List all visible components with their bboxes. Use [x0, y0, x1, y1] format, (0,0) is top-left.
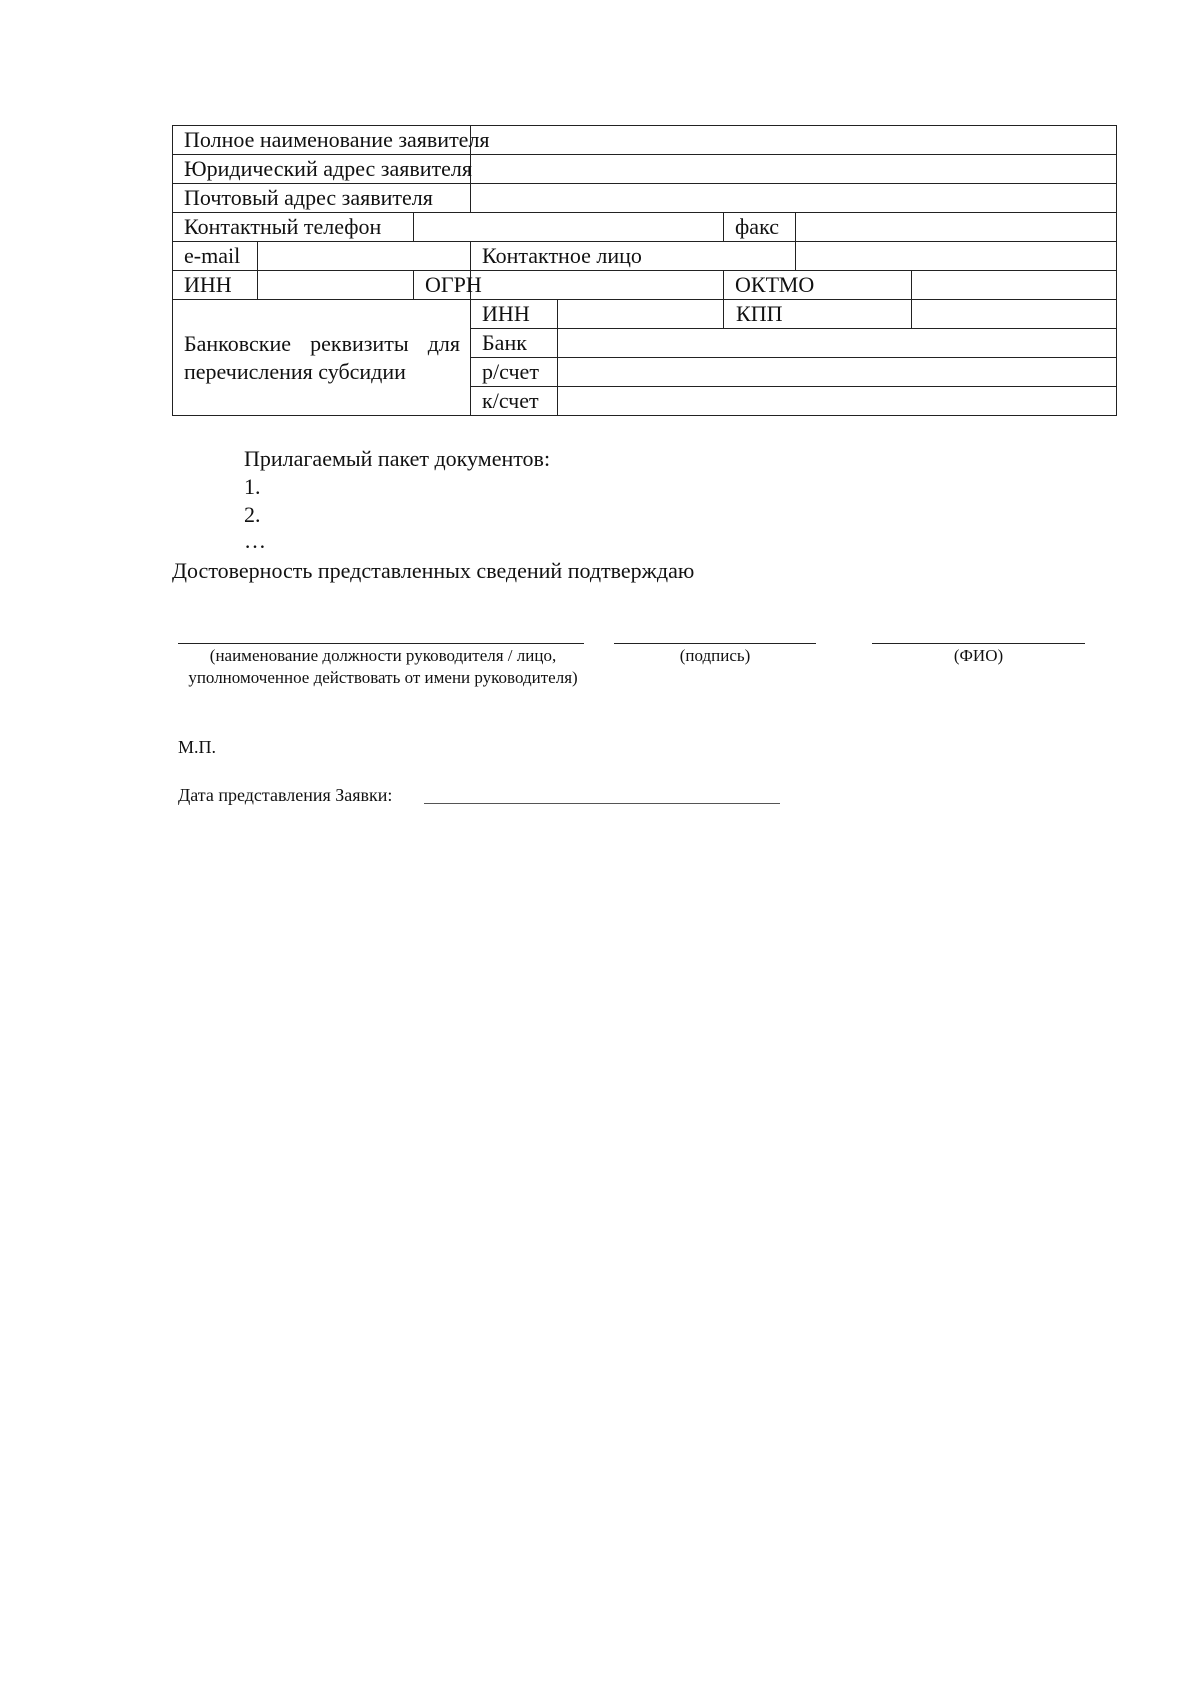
- phone-field[interactable]: [414, 213, 724, 242]
- fax-label: факс: [724, 213, 796, 242]
- oktmo-label: ОКТМО: [724, 271, 912, 300]
- correspondent-account-field[interactable]: [558, 387, 1117, 416]
- bank-details-label: [173, 300, 471, 416]
- bank-details-word3: для: [427, 330, 461, 356]
- signature-line: [614, 643, 816, 644]
- phone-label: Контактный телефон: [173, 213, 414, 242]
- fax-field[interactable]: [796, 213, 1117, 242]
- bank-details-line2: перечисления субсидии: [184, 358, 406, 384]
- oktmo-field[interactable]: [912, 271, 1117, 300]
- signature-caption: (подпись): [679, 646, 751, 665]
- attachment-item-1: 1.: [244, 474, 261, 499]
- inn-label: ИНН: [173, 271, 258, 300]
- row-full-name: [173, 126, 1117, 155]
- postal-address-label: Почтовый адрес заявителя: [173, 184, 471, 213]
- settlement-account-label: р/счет: [471, 358, 558, 387]
- bank-label: Банк: [471, 329, 558, 358]
- row-bank-inn: [173, 300, 1117, 329]
- confirmation-statement: Достоверность представленных сведений подтверждаю: [172, 558, 695, 583]
- full-name-field[interactable]: [471, 126, 1117, 155]
- stamp-label: М.П.: [178, 737, 217, 757]
- position-signature-line: [178, 643, 584, 644]
- bank-inn-field[interactable]: [558, 300, 724, 329]
- email-field[interactable]: [258, 242, 471, 271]
- ogrn-field[interactable]: [471, 271, 724, 300]
- bank-details-word2: реквизиты: [310, 330, 409, 356]
- email-label: e-mail: [173, 242, 258, 271]
- submission-date-label: Дата представления Заявки:: [178, 785, 393, 805]
- row-registration-ids: [173, 271, 1117, 300]
- row-email: [173, 242, 1117, 271]
- applicant-details-table: [172, 125, 1117, 416]
- correspondent-account-label: к/счет: [471, 387, 558, 416]
- full-name-label: Полное наименование заявителя: [173, 126, 471, 155]
- bank-field[interactable]: [558, 329, 1117, 358]
- attachment-item-2: 2.: [244, 502, 261, 527]
- position-caption: (наименование должности руководителя / лицо, уполномоченное действовать от имени руководителя): [188, 646, 578, 687]
- bank-inn-label: ИНН: [471, 300, 558, 329]
- kpp-field[interactable]: [912, 300, 1117, 329]
- full-name-caption: (ФИО): [953, 646, 1004, 665]
- bank-details-line1: [184, 330, 470, 358]
- kpp-label: КПП: [724, 300, 912, 329]
- inn-field[interactable]: [258, 271, 414, 300]
- row-phone: [173, 213, 1117, 242]
- legal-address-label: Юридический адрес заявителя: [173, 155, 471, 184]
- contact-person-field[interactable]: [796, 242, 1117, 271]
- attachments-heading: Прилагаемый пакет документов:: [244, 446, 551, 471]
- settlement-account-field[interactable]: [558, 358, 1117, 387]
- row-legal-address: [173, 155, 1117, 184]
- bank-details-word1: Банковские: [184, 330, 291, 356]
- submission-date-line[interactable]: [424, 803, 780, 804]
- legal-address-field[interactable]: [471, 155, 1117, 184]
- attachment-item-more: …: [244, 528, 266, 553]
- full-name-signature-line: [872, 643, 1085, 644]
- postal-address-field[interactable]: [471, 184, 1117, 213]
- contact-person-label: Контактное лицо: [471, 242, 796, 271]
- ogrn-label: ОГРН: [414, 271, 471, 300]
- row-postal-address: [173, 184, 1117, 213]
